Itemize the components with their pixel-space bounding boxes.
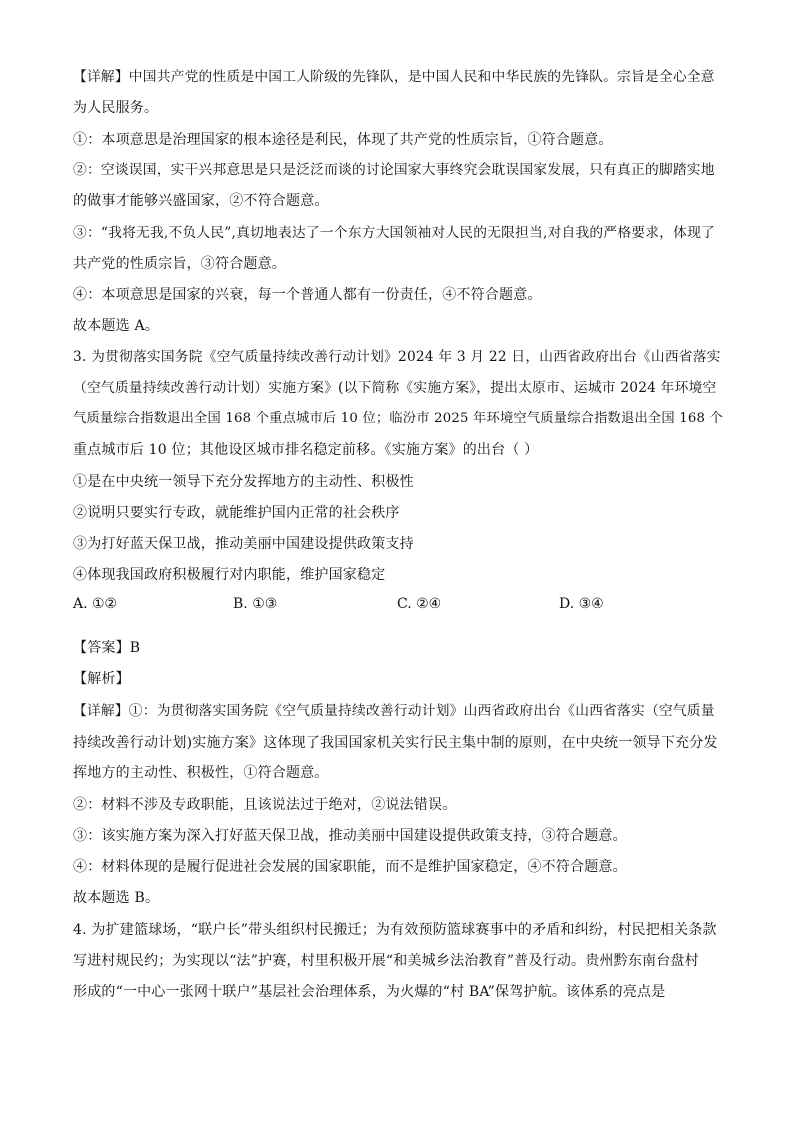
statement-4: ④体现我国政府积极履行对内职能，维护国家稳定 (73, 567, 386, 583)
question-3-line: 气质量综合指数退出全国 168 个重点城市后 10 位；临汾市 2025 年环境空气质量综合指数退出全国 168 个 (73, 411, 723, 426)
choice-a: A. ①② (73, 596, 118, 612)
answer-label: 【答案】B (73, 640, 141, 656)
question-3-line: 重点城市后 10 位；其他设区城市排名稳定前移。《实施方案》的出台（ ） (73, 442, 539, 458)
question-4-line: 4. 为扩建篮球场，“联户长”带头组织村民搬迁；为有效预防篮球赛事中的矛盾和纠纷，村民把相关条款 (73, 922, 717, 938)
text-line: 【详解】①：为贯彻落实国务院《空气质量持续改善行动计划》山西省政府出台《山西省落实（空气质量 (73, 703, 715, 719)
text-line: ④：本项意思是国家的兴衰，每一个普通人都有一份责任，④不符合题意。 (73, 287, 542, 303)
text-line: ③：“我将无我,不负人民”,真切地表达了一个东方大国领袖对人民的无限担当,对自我的严格要求，体现了 (73, 225, 715, 241)
text-line: 故本题选 A。 (73, 318, 159, 334)
choice-b: B. ①③ (233, 596, 278, 612)
choice-c: C. ②④ (397, 596, 442, 612)
question-4-line: 形成的“一中心一张网十联户”基层社会治理体系，为火爆的“村 BA”保驾护航。该体系的亮点是 (73, 984, 666, 1000)
statement-3: ③为打好蓝天保卫战，推动美丽中国建设提供政策支持 (73, 536, 414, 552)
text-line: 【详解】中国共产党的性质是中国工人阶级的先锋队，是中国人民和中华民族的先锋队。宗旨是全心全意 (73, 69, 715, 85)
text-line: ②：材料不涉及专政职能，且该说法过于绝对，②说法错误。 (73, 797, 457, 813)
text-line: ④：材料体现的是履行促进社会发展的国家职能，而不是维护国家稳定，④不符合题意。 (73, 859, 627, 875)
text-line: 共产党的性质宗旨，③符合题意。 (73, 256, 286, 272)
text-line: ①：本项意思是治理国家的根本途径是利民，体现了共产党的性质宗旨，①符合题意。 (73, 132, 613, 148)
statement-2: ②说明只要实行专政，就能维护国内正常的社会秩序 (73, 505, 400, 521)
text-line: 故本题选 B。 (73, 890, 160, 906)
text-line: ③：该实施方案为深入打好蓝天保卫战，推动美丽中国建设提供政策支持，③符合题意。 (73, 828, 627, 844)
answer-choices (73, 596, 723, 616)
text-line: ②：空谈误国，实干兴邦意思是只是泛泛而谈的讨论国家大事终究会耽误国家发展，只有真正的脚踏实地 (73, 162, 715, 178)
choice-d: D. ③④ (559, 596, 604, 612)
question-4-line: 写进村规民约；为实现以“法”护赛，村里积极开展“和美城乡法治教育”普及行动。贵州黔东南台盘村 (73, 953, 699, 969)
question-3-line: 3. 为贯彻落实国务院《空气质量持续改善行动计划》2024 年 3 月 22 日，山西省政府出台《山西省落实 (73, 349, 721, 365)
analysis-label: 【解析】 (73, 671, 130, 687)
text-line: 为人民服务。 (73, 100, 159, 116)
text-line: 持续改善行动计划)实施方案》这体现了我国国家机关实行民主集中制的原则，在中央统一领导下充分发 (73, 735, 718, 751)
text-line: 的做事才能够兴盛国家，②不符合题意。 (73, 193, 329, 209)
question-3-line: （空气质量持续改善行动计划）实施方案》(以下简称《实施方案》，提出太原市、运城市 2024 年环境空 (73, 380, 717, 396)
statement-1: ①是在中央统一领导下充分发挥地方的主动性、积极性 (73, 474, 414, 490)
text-line: 挥地方的主动性、积极性，①符合题意。 (73, 765, 329, 781)
